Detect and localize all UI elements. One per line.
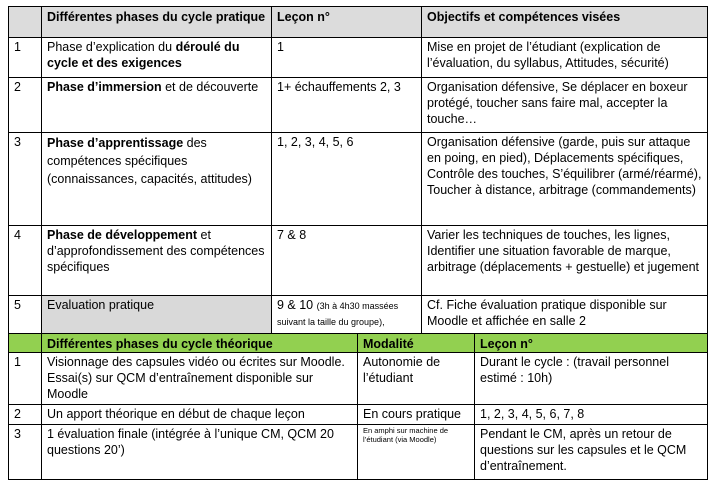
row-objectives: Varier les techniques de touches, les lignes, Identifier une situation favorable de marque, arbitrage (déplacements + gestuelle) et jugement <box>422 226 708 296</box>
row-lesson: 1 <box>272 38 422 78</box>
table-row <box>9 425 708 480</box>
row-phase: Phase d’apprentissage des compétences spécifiques (connaissances, capacités, attitudes) <box>42 133 272 226</box>
row-num: 3 <box>9 425 42 480</box>
header-num <box>9 334 42 353</box>
header-phase: Différentes phases du cycle théorique <box>42 334 358 353</box>
row-lesson: 9 & 10 (3h à 4h30 massées suivant la taille du groupe), <box>272 296 422 334</box>
row-num: 2 <box>9 405 42 425</box>
row-objectives: Mise en projet de l’étudiant (explication de l’évaluation, du syllabus, Attitudes, sécurité) <box>422 38 708 78</box>
row-num: 5 <box>9 296 42 334</box>
practical-header-row <box>9 7 708 38</box>
table-row <box>9 78 708 133</box>
header-num <box>9 7 42 38</box>
header-lesson: Leçon n° <box>272 7 422 38</box>
table-row <box>9 38 708 78</box>
row-modality: En amphi sur machine de l’étudiant (via Moodle) <box>358 425 475 480</box>
table-row <box>9 296 708 334</box>
row-lesson: 1, 2, 3, 4, 5, 6, 7, 8 <box>475 405 708 425</box>
row-num: 2 <box>9 78 42 133</box>
row-lesson: 1, 2, 3, 4, 5, 6 <box>272 133 422 226</box>
row-lesson: 7 & 8 <box>272 226 422 296</box>
row-modality: En cours pratique <box>358 405 475 425</box>
header-lesson: Leçon n° <box>475 334 708 353</box>
row-lesson: 1+ échauffements 2, 3 <box>272 78 422 133</box>
row-lesson: Pendant le CM, après un retour de questions sur les capsules et le QCM d’entraînement. <box>475 425 708 480</box>
row-num: 3 <box>9 133 42 226</box>
row-phase: Phase d’immersion et de découverte <box>42 78 272 133</box>
row-phase: Evaluation pratique <box>42 296 272 334</box>
table-row <box>9 133 708 226</box>
row-num: 4 <box>9 226 42 296</box>
header-phase: Différentes phases du cycle pratique <box>42 7 272 38</box>
row-phase: Visionnage des capsules vidéo ou écrites sur Moodle. Essai(s) sur QCM d’entraînement disponible sur Moodle <box>42 353 358 405</box>
theory-header-row <box>9 334 708 353</box>
row-lesson: Durant le cycle : (travail personnel estimé : 10h) <box>475 353 708 405</box>
row-objectives: Cf. Fiche évaluation pratique disponible sur Moodle et affichée en salle 2 <box>422 296 708 334</box>
row-objectives: Organisation défensive (garde, puis sur attaque en poing, en pied), Déplacements spécifiques, Contrôle des touches, S’équilibrer (armé/réarmé), Toucher à distance, arbitrage (commandements) <box>422 133 708 226</box>
row-modality: Autonomie de l’étudiant <box>358 353 475 405</box>
row-objectives: Organisation défensive, Se déplacer en boxeur protégé, toucher sans faire mal, accepter la touche… <box>422 78 708 133</box>
row-phase: Phase d’explication du déroulé du cycle et des exigences <box>42 38 272 78</box>
header-modality: Modalité <box>358 334 475 353</box>
row-num: 1 <box>9 38 42 78</box>
row-phase: 1 évaluation finale (intégrée à l’unique CM, QCM 20 questions 20’) <box>42 425 358 480</box>
row-num: 1 <box>9 353 42 405</box>
table-row <box>9 353 708 405</box>
table-row <box>9 405 708 425</box>
row-phase: Un apport théorique en début de chaque leçon <box>42 405 358 425</box>
row-phase: Phase de développement et d’approfondissement des compétences spécifiques <box>42 226 272 296</box>
table-row <box>9 226 708 296</box>
header-objectives: Objectifs et compétences visées <box>422 7 708 38</box>
theory-cycle-table <box>8 333 708 480</box>
practical-cycle-table <box>8 6 708 334</box>
